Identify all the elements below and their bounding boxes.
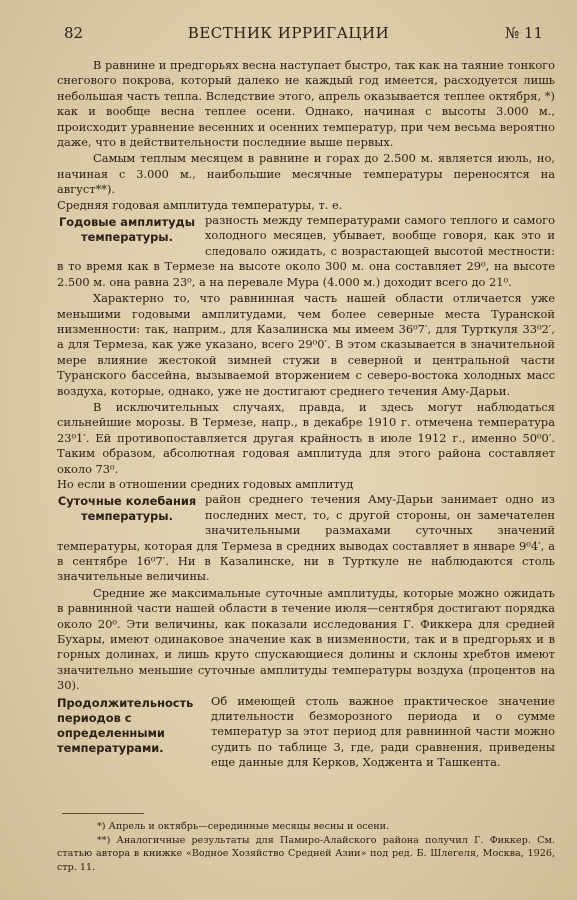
section-daily-fluctuations <box>57 477 555 585</box>
paragraph-lowland-amplitudes: Характерно то, что равнинная часть нашей области отличается уже меньшими годовыми амплитудами, чем более северные места Туранской низменности: так, наприм., для Казалинска мы имеем 36⁰7′, для Турткуля 33⁰2′, а для Термеза, как уже указано, всего 29⁰0′. В этом сказывается в значительной мере влияние жестокой зимней стужи в северной и центральной части Туранского бассейна, вызываемой вторжением с северо-востока холодных масс воздуха, которые, однако, уже не достигают среднего течения Аму-Дарьи. <box>57 291 555 398</box>
article-body <box>57 58 555 771</box>
sidenote-daily-fluctuations: Суточные колебания температуры. <box>57 494 197 524</box>
page-header <box>0 24 577 46</box>
paragraph-frost-free: Об имеющей столь важное практическое значение длительности безморозного периода и о сумме температур за этот период для равнинной части можно судить по таблице 3, где, ради сравнения, приведены еще данные для Керков, Ходжента и Ташкента. <box>211 693 555 770</box>
paragraph-daily-lead: Но если в отношении средних годовых амплитуд <box>57 476 354 491</box>
footnotes <box>57 820 555 874</box>
paragraph-max-daily-amplitudes: Средние же максимальные суточные амплитуды, которые можно ожидать в равнинной части нашей области в течение июля—сентября достигают порядка около 20⁰. Эти величины, как показали исследования Г. Фиккера для средней Бухары, имеют одинаковое значение как в низменности, так и в предгорьях и в горных долинах, и лишь круто спускающиеся долины и склоны хребтов имеют значительно меньшие суточные амплитуды температуры воздуха (процентов на 30). <box>57 585 555 693</box>
paragraph-warmest-month: Самым теплым месяцем в равнине и горах до 2.500 м. является июль, но, начиная с 3.000 м., наибольшие месячные температуры переносятся на август**). <box>57 151 555 197</box>
sidenote-annual-amplitude: Годовые амплитуды температуры. <box>58 215 196 245</box>
section-annual-amplitude <box>57 198 555 290</box>
page-number: 82 <box>64 24 84 42</box>
paragraph-annual-amplitude: разность между температурами самого теплого и самого холодного месяцев, убывает, вообще говоря, как это и следовало ожидать, с возрастающей высотой местности: в то время как в Термезе на высоте около 300 м. она составляет 29⁰, на высоте 2.500 м. она равна 23⁰, а на перевале Мура (4.000 м.) доходит всего до 21⁰. <box>57 213 555 289</box>
sidenote-frost-free: Продолжительность периодов с определенными температурами. <box>57 695 194 755</box>
footnote-rule <box>62 813 144 814</box>
issue-number: № 11 <box>504 24 543 42</box>
paragraph-daily-fluctuations: район среднего течения Аму-Дарьи занимает одно из последних мест, то, с другой стороны, он замечателен значительными размахами суточных значений температуры, которая для Термеза в средних выводах составляет в январе 9⁰4′, а в сентябре 16⁰7′. Ни в Казалинске, ни в Турткуле не наблюдаются столь значительные величины. <box>57 492 555 584</box>
paragraph-annual-amplitude-lead: Средняя годовая амплитуда температуры, т. е. <box>57 197 343 212</box>
journal-title: ВЕСТНИК ИРРИГАЦИИ <box>187 24 390 42</box>
footnote-2: **) Аналогичные результаты для Памиро-Алайского района получил Г. Фиккер. См. статью автора в книжке «Водное Хозяйство Средней Азии» под ред. Б. Шлегеля, Москва, 1926, стр. 11. <box>57 834 555 873</box>
section-frost-free <box>57 694 555 771</box>
paragraph-spring: В равнине и предгорьях весна наступает быстро, так как на таяние тонкого снегового покрова, который далеко не каждый год имеется, расходуется лишь небольшая часть тепла. Вследствие этого, апрель оказывается теплее октября, *) как и вообще весна теплее осени. Однако, начиная с высоты 3.000 м., происходит уравнение весенних и осенних температур, при чем весьма вероятно даже, что в действительности последние выше первых. <box>57 58 555 150</box>
paragraph-extreme-frosts: В исключительных случаях, правда, и здесь могут наблюдаться сильнейшие морозы. В Термезе, напр., в декабре 1910 г. отмечена температура 23⁰1′. Ей противопоставляется другая крайность в июле 1912 г., именно 50⁰0′. Таким образом, абсолютная годовая амплитуда для этого района составляет около 73⁰. <box>57 399 555 476</box>
footnote-1: *) Апрель и октябрь—серединные месяцы весны и осени. <box>97 821 390 832</box>
